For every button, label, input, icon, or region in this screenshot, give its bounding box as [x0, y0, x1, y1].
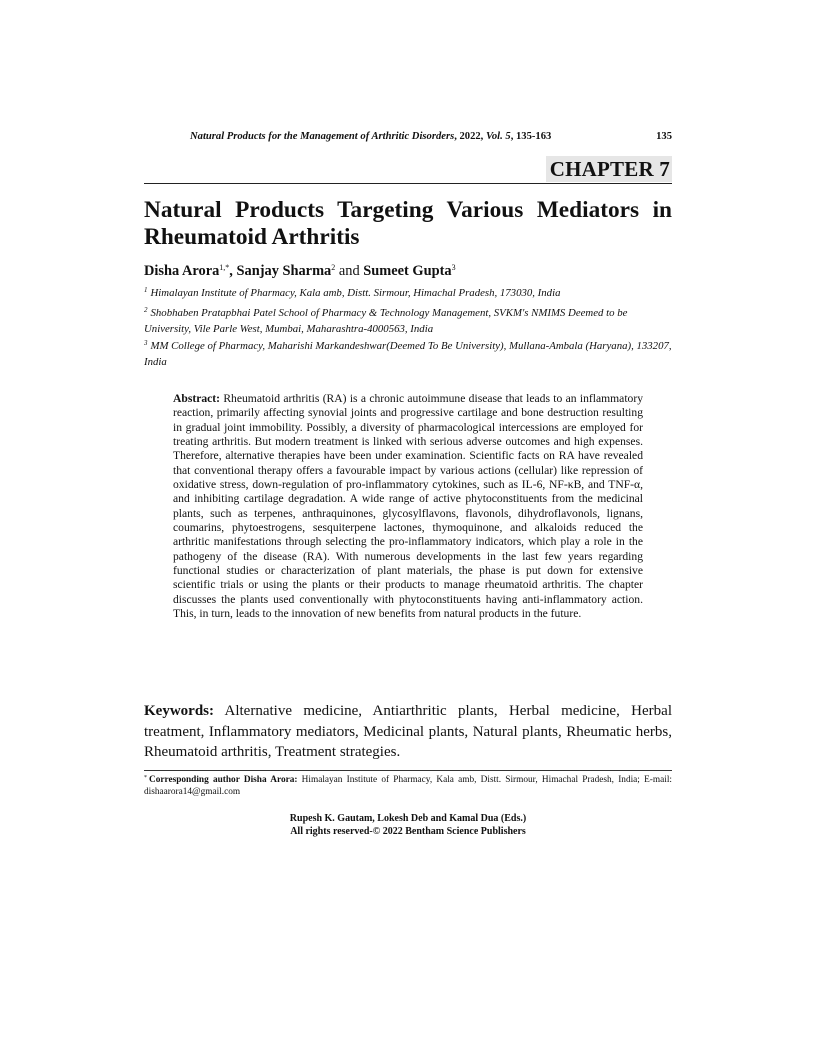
author-separator: , — [229, 263, 237, 279]
author-name: Disha Arora — [144, 263, 220, 279]
affiliation-text: Himalayan Institute of Pharmacy, Kala amb, Distt. Sirmour, Himachal Pradesh, 173030, India — [150, 287, 561, 299]
abstract-text: Rheumatoid arthritis (RA) is a chronic autoimmune disease that leads to an inflammatory reaction, primarily affecting synovial joints and progressive cartilage and bone destruction resulting in gradual joint immobility. Possibly, a diversity of pharmacological intercessions are employed for treating arthritis. But modern treatment is linked with serious adverse outcomes and high expenses. Therefore, alternative therapies have been under examination. Scientific facts on RA have revealed that conventional therapy offers a favourable impact by various actions (cellular) like repression of oxidative stress, down-regulation of pro-inflammatory cytokines, such as IL-6, NF-κB, and TNF-α, and inhibiting cartilage degradation. A wide range of active phytoconstituents from the medicinal plants, such as terpenes, anthraquinones, glycosylflavons, flavonols, dihydroflavonols, lignans, coumarins, phytoestrogens, sesquiterpene lactones, thymoquinone, and alkaloids reduced the arthritic manifestations through selecting the pro-inflammatory indicators, which play a role in the pathogeny of the disease (RA). With numerous developments in the last few years regarding functional studies or characterization of plant materials, the phase is put down for extensive scientific trials or using the plants or their products to manage rheumatoid arthritis. The chapter discusses the plants used conventionally with phytoconstituents having anti-inflammatory action. This, in turn, leads to the innovation of new benefits from natural products in the future. — [173, 392, 643, 621]
footnote-divider — [144, 770, 672, 771]
keywords-text: Alternative medicine, Antiarthritic plants, Herbal medicine, Herbal treatment, Inflammatory mediators, Medicinal plants, Natural plants, Rheumatic herbs, Rheumatoid arthritis, Treatment strategies. — [144, 703, 672, 760]
author-affiliation-marker: 2 — [331, 263, 336, 272]
affiliation — [144, 305, 672, 337]
editors-line: Rupesh K. Gautam, Lokesh Deb and Kamal Dua (Eds.) — [289, 813, 527, 824]
author-affiliation-marker: 1,* — [219, 263, 230, 272]
author-list — [144, 262, 672, 280]
journal-pages: , 135-163 — [510, 131, 552, 142]
journal-year: , 2022, — [454, 131, 486, 142]
abstract-label: Abstract: — [173, 392, 221, 405]
footnote-label: Corresponding author Disha Arora: — [149, 775, 298, 785]
corresponding-author-footnote — [144, 774, 672, 798]
running-header-citation — [190, 131, 551, 142]
author-affiliation-marker: 3 — [451, 263, 456, 272]
author-separator: and — [335, 263, 364, 279]
footnote-text: Himalayan Institute of Pharmacy, Kala amb, Distt. Sirmour, Himachal Pradesh, India; E-mail: dishaarora14@gmail.com — [144, 775, 672, 797]
keywords-label: Keywords: — [144, 703, 214, 719]
chapter-title: Natural Products Targeting Various Mediators in Rheumatoid Arthritis — [144, 197, 672, 250]
author-name: Sumeet Gupta — [363, 263, 452, 279]
chapter-label: CHAPTER 7 — [546, 156, 672, 182]
affiliation-text: Shobhaben Pratapbhai Patel School of Pharmacy & Technology Management, SVKM's NMIMS Deemed to be University, Vile Parle West, Mumbai, Maharashtra-4000563, India — [144, 307, 628, 335]
affiliation — [144, 338, 672, 370]
journal-name: Natural Products for the Management of Arthritic Disorders — [190, 131, 455, 142]
affiliation-number: 1 — [144, 286, 148, 294]
affiliation-number: 2 — [144, 306, 148, 314]
abstract — [173, 392, 643, 622]
author-name: Sanjay Sharma — [236, 263, 332, 279]
chapter-divider — [144, 183, 672, 184]
keywords — [144, 701, 672, 763]
publisher-block — [144, 812, 672, 838]
copyright-line: All rights reserved-© 2022 Bentham Science Publishers — [290, 826, 526, 837]
footnote-marker: * — [144, 775, 147, 781]
affiliation-text: MM College of Pharmacy, Maharishi Markandeshwar(Deemed To Be University), Mullana-Ambala (Haryana), 133207, India — [144, 340, 672, 368]
page-number: 135 — [656, 131, 672, 142]
affiliation — [144, 285, 672, 301]
affiliation-number: 3 — [144, 339, 148, 347]
journal-volume: Vol. 5 — [485, 131, 511, 142]
